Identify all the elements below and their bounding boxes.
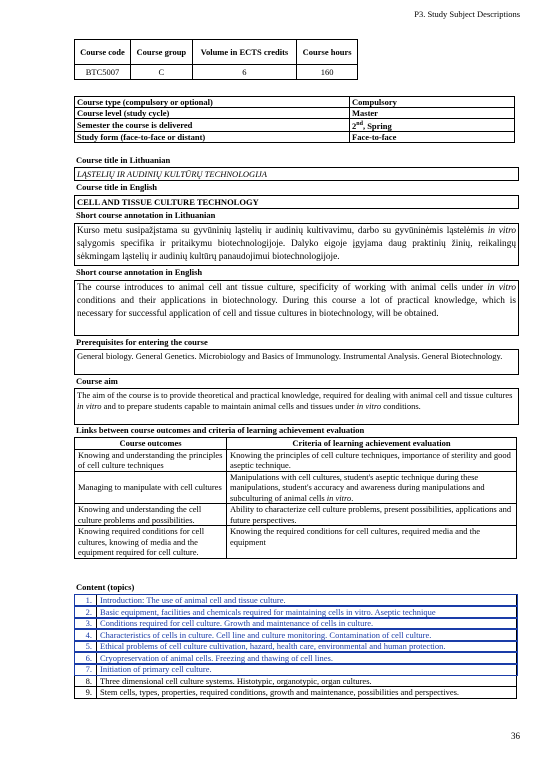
topic-row: [75, 664, 517, 676]
topic-number: 3.: [75, 618, 97, 630]
topic-text: Ethical problems of cell culture cultivation, hazard, health care, environmental and human protection.: [97, 641, 517, 653]
links-label: Links between course outcomes and criteria of learning achievement evaluation: [76, 425, 365, 435]
cell-ects-credits: 6: [192, 65, 297, 80]
topic-row: [75, 606, 517, 618]
outcome-cell: Knowing and understanding the principles of cell culture techniques: [75, 449, 227, 471]
annot-en-text: The course introduces to animal cell ant tissue culture, specificity of working with animal cells under: [77, 283, 488, 293]
aim-text-3: conditions.: [381, 401, 421, 411]
outcomes-header: Course outcomes: [75, 438, 227, 450]
cell-course-group: C: [130, 65, 192, 80]
topic-number: 9.: [75, 687, 97, 699]
criteria-header: Criteria of learning achievement evaluation: [227, 438, 517, 450]
cell-course-hours: 160: [297, 65, 358, 80]
topic-number: 1.: [75, 595, 97, 607]
topic-row: [75, 675, 517, 687]
aim-italic-1: in vitro: [77, 401, 102, 411]
annot-en-italic: in vitro: [487, 283, 516, 293]
info-value-semester: 2nd, Spring: [350, 119, 515, 132]
topic-row: [75, 641, 517, 653]
info-value: Master: [350, 108, 515, 119]
title-en-label: Course title in English: [76, 182, 157, 192]
aim-text-1: The aim of the course is to provide theoretical and practical knowledge, required for dealing with animal cell and tissue cultures: [77, 390, 513, 400]
info-value: Face-to-face: [350, 131, 515, 142]
aim-text-2: and to prepare students capable to maintain animal cells and tissues under: [101, 401, 357, 411]
topic-number: 4.: [75, 629, 97, 641]
annot-lt-text-2: sąlygomis specifika ir pritaikymu biotechnologijoje. Dalyko eigoje įgyjama daug praktinių žinių, reikalingų sėkmingam ląstelių ir audinių kultūrų panaudojimui biotechnologijoje.: [77, 239, 516, 262]
content-label: Content (topics): [76, 582, 135, 592]
title-en: CELL AND TISSUE CULTURE TECHNOLOGY: [74, 195, 519, 209]
col-course-group: Course group: [130, 40, 192, 65]
topic-number: 8.: [75, 675, 97, 687]
topic-row: [75, 595, 517, 607]
outcome-row: [75, 471, 517, 504]
topic-text: Initiation of primary cell culture.: [97, 664, 517, 676]
annot-lt-italic: in vitro: [487, 226, 516, 236]
annot-en-text-2: conditions and their applications in biotechnology. During this course a lot of practical knowledge, which is necessary for successful application of cell and tissue cultures in biotechnology, will be obtained.: [77, 296, 516, 319]
topic-number: 5.: [75, 641, 97, 653]
section-header: P3. Study Subject Descriptions: [414, 9, 520, 19]
info-row: [75, 131, 515, 142]
outcome-cell: Knowing and understanding the cell culture problems and possibilities.: [75, 504, 227, 526]
annot-en: [74, 280, 519, 336]
outcome-row: [75, 449, 517, 471]
info-label: Study form (face-to-face or distant): [75, 131, 350, 142]
info-label: Course level (study cycle): [75, 108, 350, 119]
outcome-cell: Managing to manipulate with cell cultures: [75, 471, 227, 504]
info-row: [75, 119, 515, 132]
title-lt-label: Course title in Lithuanian: [76, 155, 171, 165]
topic-row: [75, 652, 517, 664]
outcome-row: [75, 504, 517, 526]
topic-text: Basic equipment, facilities and chemicals required for maintaining cells in vitro. Aseptic technique: [97, 606, 517, 618]
col-course-code: Course code: [75, 40, 131, 65]
topic-text: Three dimensional cell culture systems. Histotypic, organotypic, organ cultures.: [97, 675, 517, 687]
annot-lt-label: Short course annotation in Lithuanian: [76, 210, 216, 220]
info-label: Course type (compulsory or optional): [75, 97, 350, 108]
aim-label: Course aim: [76, 376, 118, 386]
criteria-cell: Knowing the principles of cell culture techniques, importance of sterility and good aseptic technique.: [227, 449, 517, 471]
cell-course-code: BTC5007: [75, 65, 131, 80]
criteria-cell: Manipulations with cell cultures, student's aseptic technique during these manipulations, student's accuracy and awareness during manipulations and subculturing of animal cells in vitro.: [227, 471, 517, 504]
topic-number: 7.: [75, 664, 97, 676]
info-label: Semester the course is delivered: [75, 119, 350, 132]
topic-text: Characteristics of cells in culture. Cell line and culture monitoring. Contamination of cell culture.: [97, 629, 517, 641]
topics-table: [74, 594, 517, 699]
criteria-cell: Knowing the required conditions for cell cultures, required media and the equipment: [227, 526, 517, 559]
info-row: [75, 108, 515, 119]
aim-italic-2: in vitro: [356, 401, 382, 411]
course-info-table: [74, 96, 515, 143]
outcomes-table: [74, 437, 517, 559]
outcome-cell: Knowing required conditions for cell cultures, knowing of media and the equipment required for cell culture.: [75, 526, 227, 559]
topic-text: Introduction: The use of animal cell and tissue culture.: [97, 595, 517, 607]
info-value: Compulsory: [350, 97, 515, 108]
topic-row: [75, 618, 517, 630]
annot-en-label: Short course annotation in English: [76, 267, 203, 277]
title-lt: LĄSTELIŲ IR AUDINIŲ KULTŪRŲ TECHNOLOGIJA: [74, 167, 519, 181]
topic-row: [75, 629, 517, 641]
course-summary-table: [74, 39, 358, 80]
topic-number: 2.: [75, 606, 97, 618]
annot-lt-text: Kurso metu susipažįstama su gyvūninių ląstelių ir audinių kultivavimu, darbo su gyvūninėmis ląstelėmis: [77, 226, 488, 236]
info-row: [75, 97, 515, 108]
topic-text: Cryopreservation of animal cells. Freezing and thawing of cell lines.: [97, 652, 517, 664]
topic-text: Stem cells, types, properties, required conditions, growth and maintenance, possibilities and perspectives.: [97, 687, 517, 699]
prereq-label: Prerequisites for entering the course: [76, 337, 208, 347]
topic-number: 6.: [75, 652, 97, 664]
aim-text: [74, 388, 519, 425]
criteria-cell: Ability to characterize cell culture problems, present possibilities, applications and future perspectives.: [227, 504, 517, 526]
col-ects-credits: Volume in ECTS credits: [192, 40, 297, 65]
topic-text: Conditions required for cell culture. Growth and maintenance of cells in culture.: [97, 618, 517, 630]
page-number: 36: [511, 731, 520, 741]
prereq-text: General biology. General Genetics. Microbiology and Basics of Immunology. Instrumental Analysis. General Biotechnology.: [74, 349, 519, 375]
topic-row: [75, 687, 517, 699]
col-course-hours: Course hours: [297, 40, 358, 65]
outcome-row: [75, 526, 517, 559]
annot-lt: [74, 223, 519, 266]
